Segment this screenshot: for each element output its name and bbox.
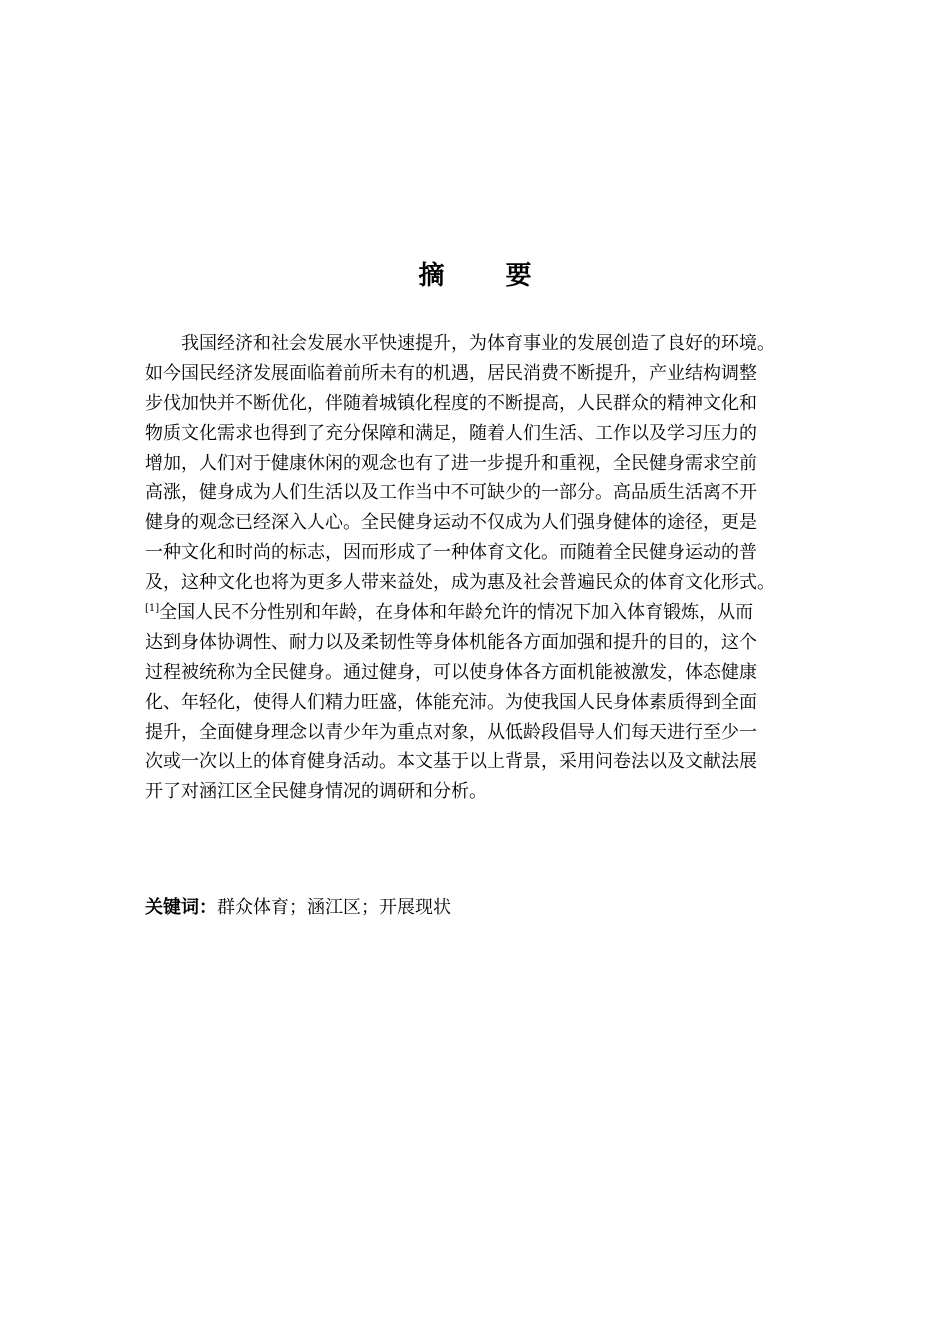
abstract-line-with-citation [145,598,813,628]
abstract-line: 提升，全面健身理念以青少年为重点对象，从低龄段倡导人们每天进行至少一 [145,721,757,743]
abstract-line: 如今国民经济发展面临着前所未有的机遇，居民消费不断提升，产业结构调整 [145,362,757,384]
abstract-line: 开了对涵江区全民健身情况的调研和分析。 [145,781,487,803]
keywords-value: 群众体育；涵江区；开展现状 [217,897,451,918]
abstract-line: 一种文化和时尚的标志，因而形成了一种体育文化。而随着全民健身运动的普 [145,542,757,564]
abstract-line: 化、年轻化，使得人们精力旺盛，体能充沛。为使我国人民身体素质得到全面 [145,691,757,713]
citation-marker: [1] [145,603,160,615]
abstract-line: 过程被统称为全民健身。通过健身，可以使身体各方面机能被激发，体态健康 [145,661,757,683]
abstract-line: 高涨，健身成为人们生活以及工作当中不可缺少的一部分。高品质生活离不开 [145,482,757,504]
abstract-line: 次或一次以上的体育健身活动。本文基于以上背景，采用问卷法以及文献法展 [145,751,757,773]
abstract-line: 增加，人们对于健康休闲的观念也有了进一步提升和重视，全民健身需求空前 [145,452,757,474]
abstract-line: 步伐加快并不断优化，伴随着城镇化程度的不断提高，人民群众的精神文化和 [145,392,757,414]
keywords-label: 关键词： [145,897,217,918]
abstract-line: 达到身体协调性、耐力以及柔韧性等身体机能各方面加强和提升的目的，这个 [145,631,757,653]
keywords-row [145,894,451,922]
abstract-line-text: 全国人民不分性别和年龄，在身体和年龄允许的情况下加入体育锻炼，从而 [159,602,754,624]
abstract-line: 我国经济和社会发展水平快速提升，为体育事业的发展创造了良好的环境。 [181,333,775,354]
abstract-body [145,329,813,807]
abstract-title: 摘 要 [418,261,558,291]
abstract-line: 及，这种文化也将为更多人带来益处，成为惠及社会普遍民众的体育文化形式。 [145,572,775,594]
abstract-line: 健身的观念已经深入人心。全民健身运动不仅成为人们强身健体的途径，更是 [145,512,757,534]
abstract-line: 物质文化需求也得到了充分保障和满足，随着人们生活、工作以及学习压力的 [145,422,757,444]
